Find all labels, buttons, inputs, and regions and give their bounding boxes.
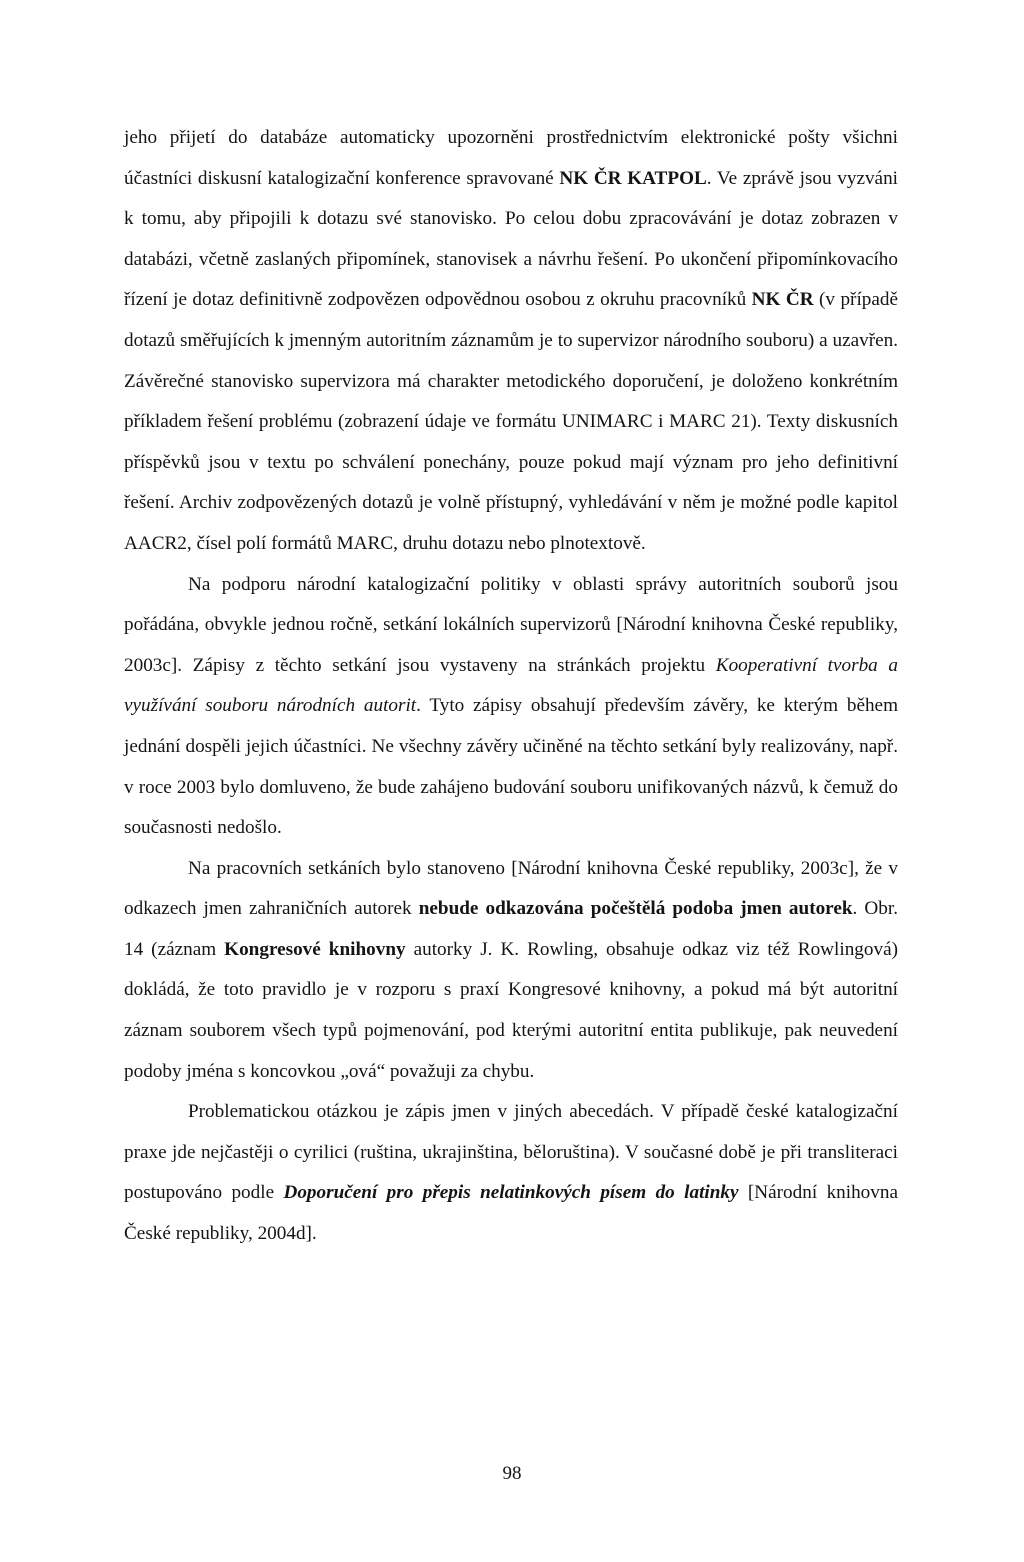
text-run: jeho přijetí do databáze automaticky upozorněni prostřednictvím elektronické pošty všichni účastníci diskusní katalogizační konference spravované	[124, 127, 898, 189]
text-run-bold-italic: Doporučení pro přepis nelatinkových písem do latinky	[283, 1182, 739, 1204]
page-body	[124, 118, 898, 1255]
paragraph-1	[124, 118, 898, 565]
text-run: autorky J. K. Rowling, obsahuje odkaz viz též Rowlingová) dokládá, že toto pravidlo je v rozporu s praxí Kongresové knihovny, a pokud má být autoritní záznam souborem všech typů pojmenování, pod kterými autoritní entita publikuje, pak neuvedení podoby jména s koncovkou „ová“ považuji za chybu.	[124, 938, 898, 1082]
text-run-bold: nebude odkazována počeštělá podoba jmen autorek	[418, 898, 853, 920]
text-run: Problematickou otázkou je zápis jmen v jiných abecedách. V případě české katalogizační praxe jde nejčastěji o cyrilici (ruština, ukrajinština, běloruština). V současné době je při transliteraci postupováno podle	[124, 1101, 898, 1204]
page-number: 98	[502, 1463, 522, 1484]
text-run-italic: Kooperativní tvorba a využívání souboru národních autorit	[124, 654, 899, 717]
text-run-bold: NK ČR KATPOL	[559, 167, 707, 189]
paragraph-3	[124, 849, 898, 1093]
text-run: . Tyto zápisy obsahují především závěry, ke kterým během jednání dospěli jejich účastníci. Ne všechny závěry učiněné na těchto setkání byly realizovány, např. v roce 2003 bylo domluveno, že bude zahájeno budování souboru unifikovaných názvů, k čemuž do současnosti nedošlo.	[124, 695, 898, 839]
text-run: [Národní knihovna České republiky, 2004d].	[124, 1182, 898, 1245]
text-run-bold: NK ČR	[751, 289, 814, 311]
text-run-bold: Kongresové knihovny	[224, 938, 406, 960]
text-run: . Obr. 14 (záznam	[124, 898, 898, 960]
text-run: (v případě dotazů směřujících k jmenným autoritním záznamům je to supervizor národního souboru) a uzavřen. Závěrečné stanovisko supervizora má charakter metodického doporučení, je doloženo konkrétním příkladem řešení problému (zobrazení údaje ve formátu UNIMARC i MARC 21). Texty diskusních příspěvků jsou v textu po schválení ponechány, pouze pokud mají význam pro jeho definitivní řešení. Archiv zodpovězených dotazů je volně přístupný, vyhledávání v něm je možné podle kapitol AACR2, čísel polí formátů MARC, druhu dotazu nebo plnotextově.	[124, 289, 898, 554]
text-run: Na pracovních setkáních bylo stanoveno [Národní knihovna České republiky, 2003c], že v odkazech jmen zahraničních autorek	[124, 857, 898, 920]
paragraph-4	[124, 1092, 898, 1254]
paragraph-2	[124, 565, 898, 849]
text-run: Na podporu národní katalogizační politiky v oblasti správy autoritních souborů jsou pořádána, obvykle jednou ročně, setkání lokálních supervizorů [Národní knihovna České republiky, 2003c]. Zápisy z těchto setkání jsou vystaveny na stránkách projektu	[124, 573, 898, 676]
text-run: . Ve zprávě jsou vyzváni k tomu, aby připojili k dotazu své stanovisko. Po celou dobu zpracovávání je dotaz zobrazen v databázi, včetně zaslaných připomínek, stanovisek a návrhu řešení. Po ukončení připomínkovacího řízení je dotaz definitivně zodpovězen odpovědnou osobou z okruhu pracovníků	[124, 167, 899, 311]
